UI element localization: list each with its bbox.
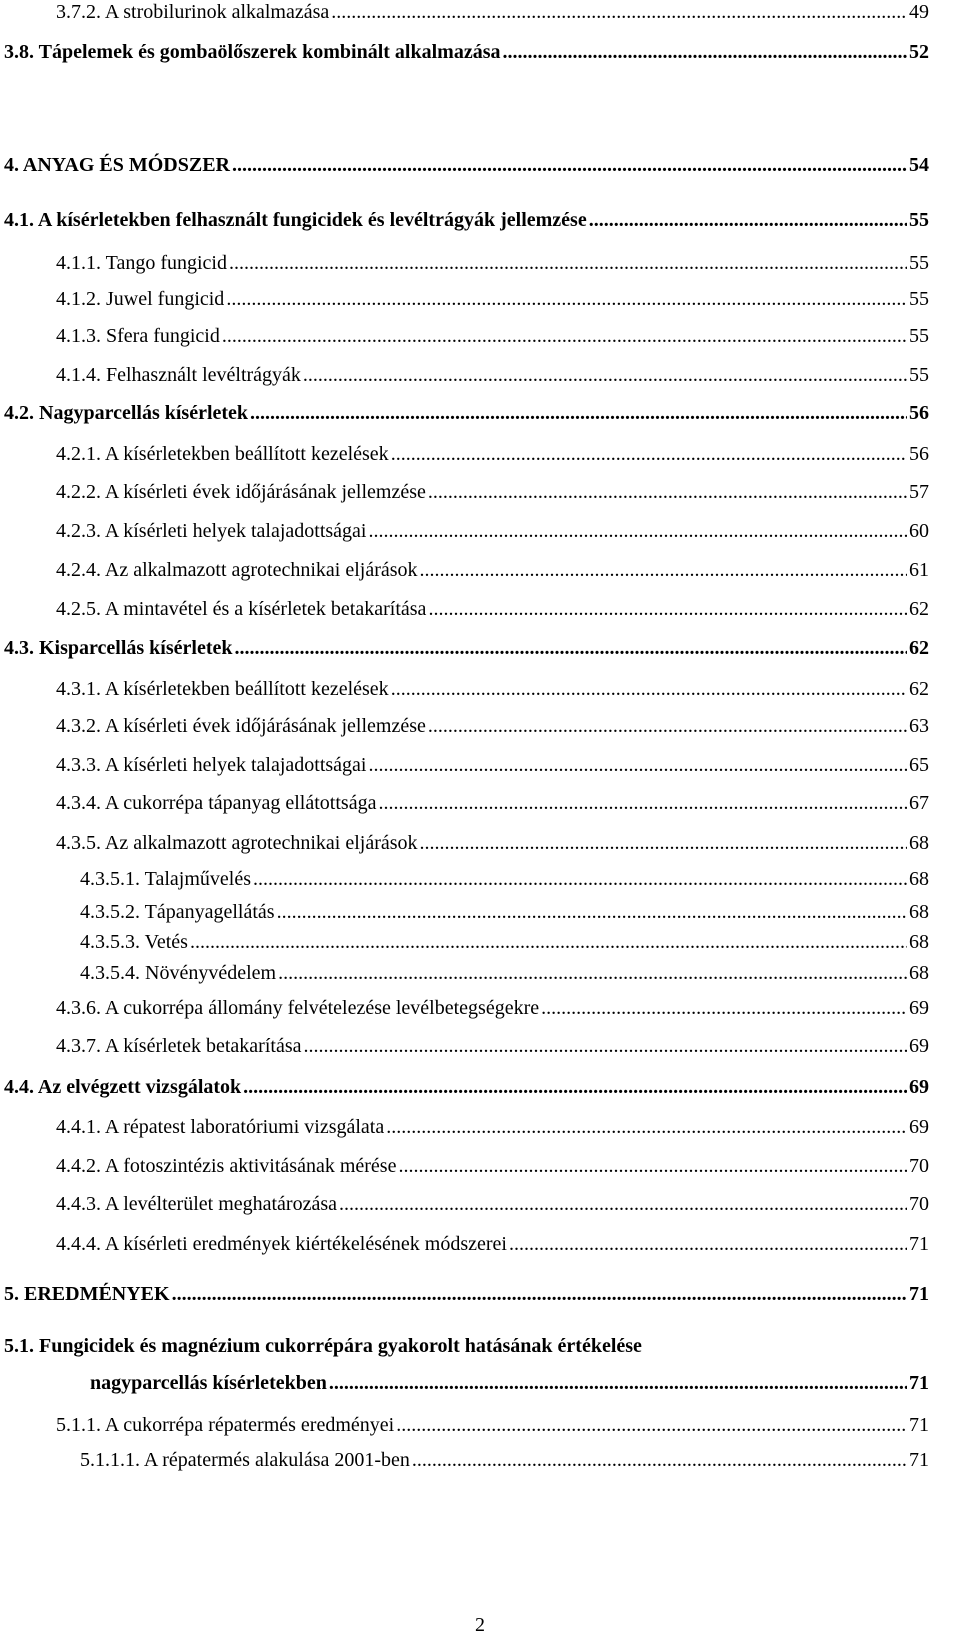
- toc-entry-title: 4.3.2. A kísérleti évek időjárásának jellemzése: [56, 715, 426, 737]
- toc-entry[interactable]: [56, 1154, 929, 1178]
- toc-entry-page: 62: [909, 678, 929, 700]
- toc-entry-page: 55: [909, 209, 929, 231]
- toc-entry-title: 4.3. Kisparcellás kísérletek: [4, 637, 233, 659]
- toc-entry[interactable]: [4, 401, 929, 425]
- toc-entry-page: 69: [909, 1116, 929, 1138]
- toc-entry-page: 69: [909, 997, 929, 1019]
- toc-entry-page: 62: [909, 637, 929, 659]
- toc-entry[interactable]: [80, 930, 929, 954]
- toc-entry-title: 4.2. Nagyparcellás kísérletek: [4, 402, 249, 424]
- toc-entry-title: 4.3.4. A cukorrépa tápanyag ellátottsága: [56, 792, 377, 814]
- dot-leader: [398, 1154, 907, 1178]
- toc-entry-title: 4.4.3. A levélterület meghatározása: [56, 1193, 338, 1215]
- toc-entry[interactable]: [4, 1282, 929, 1306]
- toc-entry-title: 4.3.3. A kísérleti helyek talajadottságai: [56, 754, 367, 776]
- toc-entry-page: 68: [909, 931, 929, 953]
- dot-leader: [420, 831, 907, 855]
- toc-entry-page: 69: [909, 1076, 929, 1098]
- toc-entry-title: 5.1.1.1. A répatermés alakulása 2001-ben: [80, 1449, 410, 1471]
- toc-entry-page: 49: [909, 1, 929, 23]
- dot-leader: [386, 1115, 907, 1139]
- toc-entry-title: 4.1.3. Sfera fungicid: [56, 325, 220, 347]
- toc-entry[interactable]: [56, 324, 929, 348]
- toc-entry[interactable]: [80, 1448, 929, 1472]
- toc-entry-title: 4.2.5. A mintavétel és a kísérletek betakarítása: [56, 598, 427, 620]
- dot-leader: [428, 597, 907, 621]
- toc-entry[interactable]: [56, 519, 929, 543]
- toc-entry-title: 4.3.5.2. Tápanyagellátás: [80, 901, 275, 923]
- toc-entry[interactable]: [56, 1034, 929, 1058]
- dot-leader: [253, 867, 907, 891]
- toc-entry[interactable]: [56, 363, 929, 387]
- dot-leader: [226, 287, 907, 311]
- toc-entry-page: 55: [909, 252, 929, 274]
- toc-entry-title: 5.1. Fungicidek és magnézium cukorrépára gyakorolt hatásának értékelése: [4, 1335, 642, 1357]
- toc-entry-title: 4.4.1. A répatest laboratóriumi vizsgálata: [56, 1116, 385, 1138]
- toc-entry-title: 4.3.5. Az alkalmazott agrotechnikai eljárások: [56, 832, 418, 854]
- dot-leader: [502, 40, 907, 64]
- toc-entry[interactable]: [4, 1075, 929, 1099]
- toc-entry-page: 52: [909, 41, 929, 63]
- toc-entry[interactable]: [4, 208, 929, 232]
- toc-entry-page: 55: [909, 364, 929, 386]
- toc-entry-title: 4.1.2. Juwel fungicid: [56, 288, 225, 310]
- toc-entry-title: 4. ANYAG ÉS MÓDSZER: [4, 154, 230, 176]
- toc-entry-page: 57: [909, 481, 929, 503]
- toc-entry[interactable]: [56, 1115, 929, 1139]
- dot-leader: [235, 636, 908, 660]
- dot-leader: [339, 1192, 907, 1216]
- dot-leader: [331, 0, 907, 24]
- toc-entry[interactable]: [56, 480, 929, 504]
- toc-entry[interactable]: [80, 961, 929, 985]
- dot-leader: [190, 930, 907, 954]
- dot-leader: [541, 996, 907, 1020]
- toc-entry-title: 5.1.1. A cukorrépa répatermés eredményei: [56, 1414, 395, 1436]
- toc-entry-page: 70: [909, 1193, 929, 1215]
- dot-leader: [329, 1371, 907, 1395]
- toc-entry[interactable]: [56, 831, 929, 855]
- toc-entry-title: 4.2.1. A kísérletekben beállított kezelések: [56, 443, 389, 465]
- toc-entry-page: 70: [909, 1155, 929, 1177]
- dot-leader: [420, 558, 907, 582]
- toc-entry[interactable]: [56, 251, 929, 275]
- dot-leader: [412, 1448, 907, 1472]
- toc-entry-page: 68: [909, 962, 929, 984]
- toc-entry-page: 55: [909, 325, 929, 347]
- dot-leader: [391, 677, 907, 701]
- toc-entry-title: 4.1. A kísérletekben felhasznált fungicidek és levéltrágyák jellemzése: [4, 209, 587, 231]
- dot-leader: [232, 153, 907, 177]
- toc-entry[interactable]: [56, 791, 929, 815]
- dot-leader: [303, 1034, 907, 1058]
- toc-entry-title: 4.4.2. A fotoszintézis aktivitásának mérése: [56, 1155, 397, 1177]
- dot-leader: [391, 442, 907, 466]
- toc-entry-page: 60: [909, 520, 929, 542]
- toc-entry[interactable]: [56, 0, 929, 24]
- toc-entry-page: 68: [909, 868, 929, 890]
- toc-entry-title: 3.7.2. A strobilurinok alkalmazása: [56, 1, 330, 23]
- toc-entry-title: nagyparcellás kísérletekben: [90, 1372, 327, 1394]
- page-number: 2: [475, 1614, 485, 1636]
- dot-leader: [172, 1282, 907, 1306]
- toc-entry-title: 3.8. Tápelemek és gombaölőszerek kombinált alkalmazása: [4, 41, 501, 63]
- toc-entry[interactable]: [56, 677, 929, 701]
- toc-entry-page: 54: [909, 154, 929, 176]
- toc-entry[interactable]: [4, 153, 929, 177]
- toc-entry-page: 67: [909, 792, 929, 814]
- toc-entry[interactable]: [56, 287, 929, 311]
- toc-entry-title: 4.2.2. A kísérleti évek időjárásának jellemzése: [56, 481, 426, 503]
- dot-leader: [277, 900, 907, 924]
- toc-entry-title: 4.3.1. A kísérletekben beállított kezelések: [56, 678, 389, 700]
- toc-entry[interactable]: [56, 1232, 929, 1256]
- toc-entry-page: 71: [909, 1233, 929, 1255]
- toc-entry[interactable]: [4, 636, 929, 660]
- toc-entry-page: 71: [909, 1449, 929, 1471]
- toc-entry[interactable]: [56, 442, 929, 466]
- dot-leader: [509, 1232, 907, 1256]
- dot-leader: [250, 401, 907, 425]
- dot-leader: [396, 1413, 907, 1437]
- toc-entry-page: 71: [909, 1372, 929, 1394]
- toc-entry[interactable]: [56, 1192, 929, 1216]
- dot-leader: [229, 251, 907, 275]
- toc-entry-title: 4.2.3. A kísérleti helyek talajadottságai: [56, 520, 367, 542]
- toc-entry-page: 68: [909, 901, 929, 923]
- toc-entry-page: 61: [909, 559, 929, 581]
- toc-entry-page: 63: [909, 715, 929, 737]
- toc-entry-title: 4.3.6. A cukorrépa állomány felvételezése levélbetegségekre: [56, 997, 540, 1019]
- toc-entry-title: 4.3.5.4. Növényvédelem: [80, 962, 277, 984]
- dot-leader: [368, 519, 907, 543]
- toc-entry[interactable]: [80, 867, 929, 891]
- toc-entry-page: 68: [909, 832, 929, 854]
- toc-entry-page: 65: [909, 754, 929, 776]
- toc-entry-title: 4.3.5.1. Talajművelés: [80, 868, 251, 890]
- toc-entry-page: 56: [909, 443, 929, 465]
- toc-entry[interactable]: [56, 1413, 929, 1437]
- toc-entry-title: 4.1.4. Felhasznált levéltrágyák: [56, 364, 301, 386]
- toc-entry-page: 71: [909, 1414, 929, 1436]
- dot-leader: [378, 791, 907, 815]
- toc-entry-page: 69: [909, 1035, 929, 1057]
- toc-entry[interactable]: [90, 1371, 929, 1395]
- dot-leader: [368, 753, 907, 777]
- toc-entry[interactable]: [80, 900, 929, 924]
- dot-leader: [428, 480, 907, 504]
- dot-leader: [303, 363, 907, 387]
- dot-leader: [222, 324, 907, 348]
- toc-entry-title: 5. EREDMÉNYEK: [4, 1283, 170, 1305]
- toc-entry-page: 55: [909, 288, 929, 310]
- toc-entry[interactable]: [4, 40, 929, 64]
- toc-entry[interactable]: [56, 714, 929, 738]
- toc-entry-title: 4.3.5.3. Vetés: [80, 931, 188, 953]
- toc-entry-page: 71: [909, 1283, 929, 1305]
- toc-entry-title: 4.3.7. A kísérletek betakarítása: [56, 1035, 302, 1057]
- toc-entry-title: 4.1.1. Tango fungicid: [56, 252, 227, 274]
- toc-entry-title: 4.4.4. A kísérleti eredmények kiértékelésének módszerei: [56, 1233, 507, 1255]
- dot-leader: [589, 208, 907, 232]
- dot-leader: [278, 961, 907, 985]
- dot-leader: [428, 714, 907, 738]
- toc-entry-page: 62: [909, 598, 929, 620]
- toc-entry[interactable]: [56, 996, 929, 1020]
- toc-entry[interactable]: [56, 558, 929, 582]
- dot-leader: [243, 1075, 907, 1099]
- toc-entry[interactable]: [56, 753, 929, 777]
- toc-entry[interactable]: [56, 597, 929, 621]
- toc-entry-title: 4.4. Az elvégzett vizsgálatok: [4, 1076, 242, 1098]
- toc-entry-page: 56: [909, 402, 929, 424]
- toc-entry-title: 4.2.4. Az alkalmazott agrotechnikai eljárások: [56, 559, 418, 581]
